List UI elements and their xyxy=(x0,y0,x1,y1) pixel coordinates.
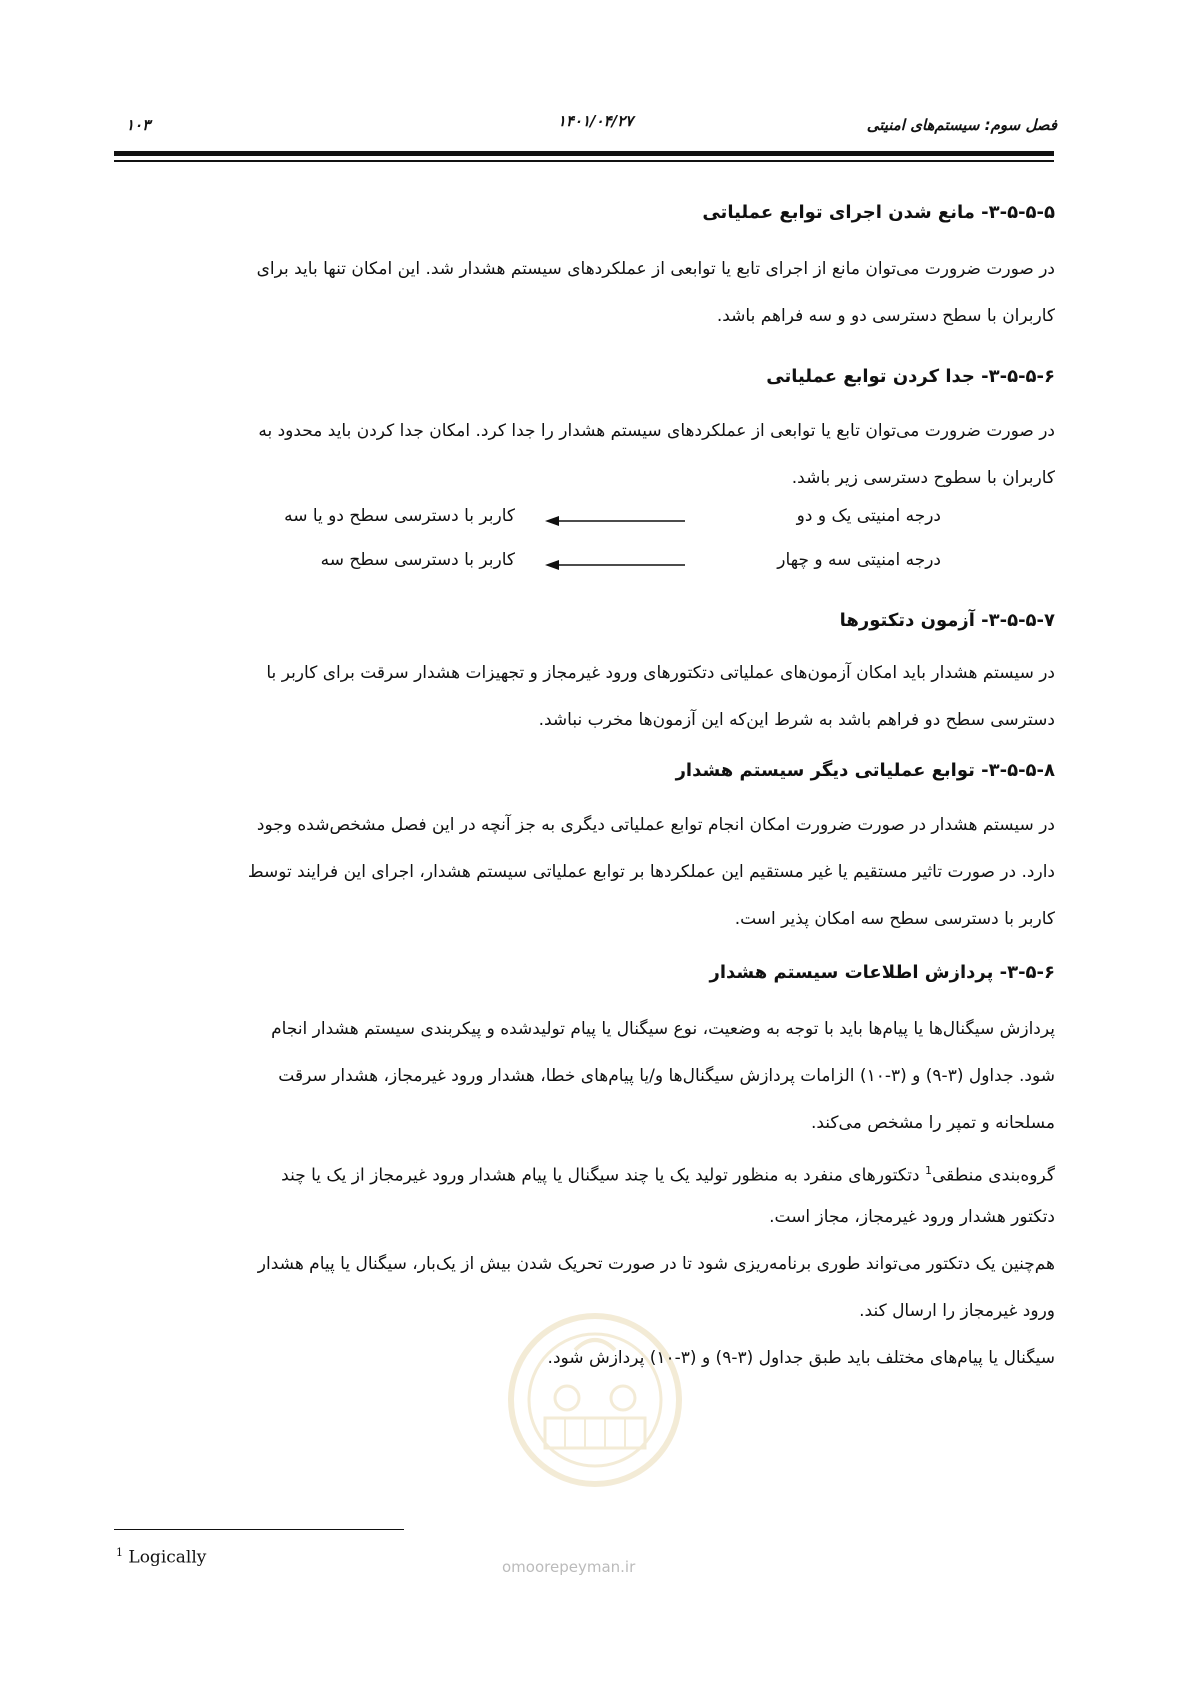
paragraph-line: ورود غیرمجاز را ارسال کند. xyxy=(859,1301,1055,1321)
header-rule-thick xyxy=(114,151,1054,156)
paragraph-line: شود. جداول (۳-۹) و (۳-۱۰) الزامات پردازش سیگنال‌ها و/یا پیام‌های خطا، هشدار ورود غیرمجاز، هشدار سرقت xyxy=(278,1066,1055,1086)
user-access-level: کاربر با دسترسی سطح سه xyxy=(320,550,515,570)
paragraph-line xyxy=(135,1147,1055,1194)
footnote-text: Logically xyxy=(128,1547,207,1568)
paragraph-line: کاربران با سطح دسترسی دو و سه فراهم باشد. xyxy=(716,306,1055,326)
paragraph-repeat-trigger xyxy=(135,1241,1055,1335)
paragraph-processing xyxy=(135,1335,1055,1382)
security-grade: درجه امنیتی سه و چهار xyxy=(777,550,941,570)
paragraph-line: در صورت ضرورت می‌توان تابع یا توابعی از عملکردهای سیستم هشدار را جدا کرد. امکان جدا کردن باید محدود به xyxy=(258,421,1055,441)
grouping-term: گروه‌بندی منطقی xyxy=(931,1165,1055,1186)
footnote-rule xyxy=(114,1529,404,1530)
paragraph-line: مسلحانه و تمپر را مشخص می‌کند. xyxy=(810,1113,1055,1133)
paragraph-line: هم‌چنین یک دتکتور می‌تواند طوری برنامه‌ریزی شود تا در صورت تحریک شدن بیش از یک‌بار، سیگنال یا پیام هشدار xyxy=(257,1254,1055,1274)
section-paragraph xyxy=(135,246,1055,340)
section-paragraph xyxy=(135,650,1055,744)
section-heading: ۳-۵-۵-۷- آزمون دتکتورها xyxy=(839,610,1055,631)
section-paragraph xyxy=(135,802,1055,943)
access-row xyxy=(135,506,1055,550)
page-number: ۱۰۳ xyxy=(126,116,151,134)
paragraph-line: کاربران با سطوح دسترسی زیر باشد. xyxy=(791,468,1055,488)
paragraph-line: در سیستم هشدار در صورت ضرورت امکان انجام توابع عملیاتی دیگری به جز آنچه در این فصل مشخص‌شده وجود xyxy=(256,815,1055,835)
paragraph-line: دتکتور هشدار ورود غیرمجاز، مجاز است. xyxy=(769,1207,1055,1227)
arrow-left-icon xyxy=(545,515,685,527)
paragraph-line: دارد. در صورت تاثیر مستقیم یا غیر مستقیم این عملکردها بر توابع عملیاتی سیستم هشدار، اجرای این فرایند توسط xyxy=(247,862,1055,882)
section-heading: ۳-۵-۵-۶- جدا کردن توابع عملیاتی xyxy=(766,366,1055,387)
section-heading: ۳-۵-۵-۸- توابع عملیاتی دیگر سیستم هشدار xyxy=(675,760,1055,781)
footnote-reference[interactable]: 1 xyxy=(924,1164,932,1177)
grouping-text: دتکتورهای منفرد به منظور تولید یک یا چند سیگنال یا پیام هشدار ورود غیرمجاز از یک یا چند xyxy=(281,1165,925,1186)
paragraph-line: در صورت ضرورت می‌توان مانع از اجرای تابع یا توابعی از عملکردهای سیستم هشدار شد. این امکان تنها باید برای xyxy=(256,259,1055,279)
paragraph-line: در سیستم هشدار باید امکان آزمون‌های عملیاتی دتکتورهای ورود غیرمجاز و تجهیزات هشدار سرقت برای کاربر با xyxy=(266,663,1055,683)
section-paragraph xyxy=(135,1006,1055,1147)
access-row xyxy=(135,550,1055,594)
running-header-date: ۱۴۰۱/۰۴/۲۷ xyxy=(557,112,634,130)
paragraph-line: سیگنال یا پیام‌های مختلف باید طبق جداول (۳-۹) و (۳-۱۰) پردازش شود. xyxy=(547,1348,1055,1368)
user-access-level: کاربر با دسترسی سطح دو یا سه xyxy=(284,506,515,526)
paragraph-grouping xyxy=(135,1147,1055,1241)
arrow-left-icon xyxy=(545,559,685,571)
section-heading: ۳-۵-۶- پردازش اطلاعات سیستم هشدار xyxy=(709,962,1055,983)
footnote-number: 1 xyxy=(116,1546,123,1559)
watermark-url: omoorepeyman.ir xyxy=(502,1558,636,1576)
section-heading: ۳-۵-۵-۵- مانع شدن اجرای توابع عملیاتی xyxy=(702,202,1055,223)
running-header-chapter: فصل سوم: سیستم‌های امنیتی xyxy=(866,116,1057,134)
footnote xyxy=(116,1546,206,1568)
paragraph-line: پردازش سیگنال‌ها یا پیام‌ها باید با توجه به وضعیت، نوع سیگنال یا پیام تولیدشده و پیکربندی سیستم هشدار انجام xyxy=(271,1019,1055,1039)
section-paragraph xyxy=(135,408,1055,502)
security-grade: درجه امنیتی یک و دو xyxy=(796,506,941,526)
paragraph-line: کاربر با دسترسی سطح سه امکان پذیر است. xyxy=(734,909,1055,929)
header-rule-thin xyxy=(114,160,1054,162)
paragraph-line: دسترسی سطح دو فراهم باشد به شرط این‌که این آزمون‌ها مخرب نباشد. xyxy=(538,710,1055,730)
